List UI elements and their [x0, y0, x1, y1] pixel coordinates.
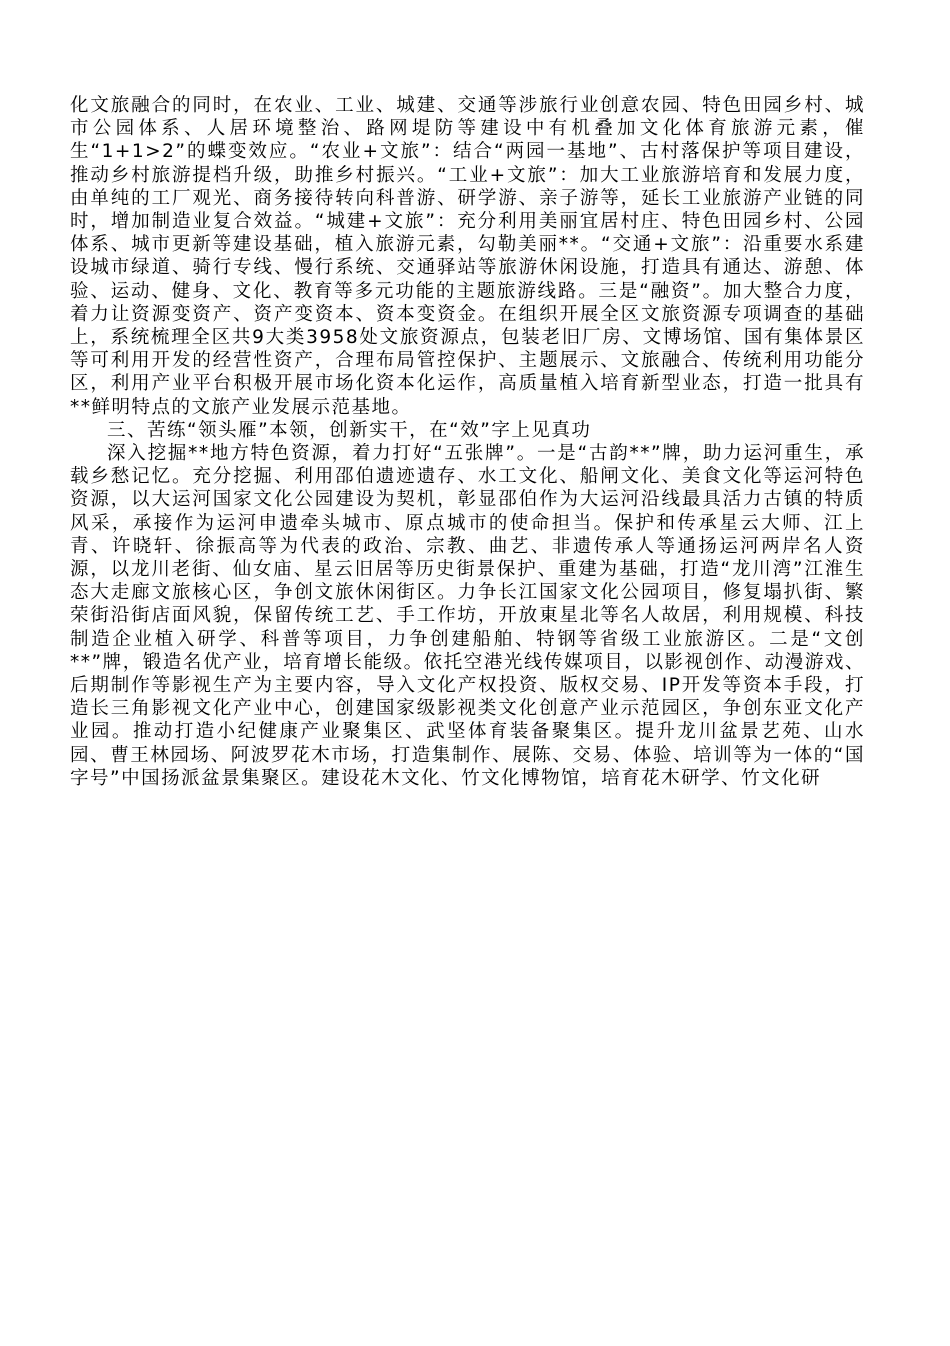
body-paragraph: 化文旅融合的同时，在农业、工业、城建、交通等涉旅行业创意农园、特色田园乡村、城市公园体系、人居环境整治、路网堤防等建设中有机叠加文化体育旅游元素，催生“1+1>2”的蝶变效应。“农业+文旅”：结合“两园一基地”、古村落保护等项目建设，推动乡村旅游提档升级，助推乡村振兴。“工业+文旅”：加大工业旅游培育和发展力度，由单纯的工厂观光、商务接待转向科普游、研学游、亲子游等，延长工业旅游产业链的同时，增加制造业复合效益。“城建+文旅”：充分利用美丽宜居村庄、特色田园乡村、公园体系、城市更新等建设基础，植入旅游元素，勾勒美丽**。“交通+文旅”：沿重要水系建设城市绿道、骑行专线、慢行系统、交通驿站等旅游休闲设施，打造具有通达、游憩、体验、运动、健身、文化、教育等多元功能的主题旅游线路。三是“融资”。加大整合力度，着力让资源变资产、资产变资本、资本变资金。在组织开展全区文旅资源专项调查的基础上，系统梳理全区共9大类3958处文旅资源点，包装老旧厂房、文博场馆、国有集体景区等可利用开发的经营性资产，合理布局管控保护、主题展示、文旅融合、传统利用功能分区，利用产业平台积极开展市场化资本化运作，高质量植入培育新型业态，打造一批具有**鲜明特点的文旅产业发展示范基地。: [70, 95, 865, 418]
section-heading: 三、苦练“领头雁”本领，创新实干，在“效”字上见真功: [107, 419, 592, 441]
body-paragraph: 深入挖掘**地方特色资源，着力打好“五张牌”。一是“古韵**”牌，助力运河重生，承载乡愁记忆。充分挖掘、利用邵伯遗迹遗存、水工文化、船闸文化、美食文化等运河特色资源，以大运河国家文化公园建设为契机，彰显邵伯作为大运河沿线最具活力古镇的特质风采，承接作为运河申遗牵头城市、原点城市的使命担当。保护和传承星云大师、江上青、许晓轩、徐振高等为代表的政治、宗教、曲艺、非遗传承人等通扬运河两岸名人资源，以龙川老街、仙女庙、星云旧居等历史街景保护、重建为基础，打造“龙川湾”江淮生态大走廊文旅核心区，争创文旅休闲街区。力争长江国家文化公园项目，修复塌扒街、繁荣街沿街店面风貌，保留传统工艺、手工作坊，开放東星北等名人故居，利用规模、科技制造企业植入研学、科普等项目，力争创建船舶、特钢等省级工业旅游区。二是“文创**”牌，锻造名优产业，培育增长能级。依托空港光线传媒项目，以影视创作、动漫游戏、后期制作等影视生产为主要内容，导入文化产权投资、版权交易、IP开发等资本手段，打造长三角影视文化产业中心，创建国家级影视类文化创意产业示范园区，争创东亚文化产业园。推动打造小纪健康产业聚集区、武坚体育装备聚集区。提升龙川盆景艺苑、山水园、曹王林园场、阿波罗花木市场，打造集制作、展陈、交易、体验、培训等为一体的“国字号”中国扬派盆景集聚区。建设花木文化、竹文化博物馆，培育花木研学、竹文化研: [70, 443, 865, 789]
document-page: [70, 94, 865, 790]
